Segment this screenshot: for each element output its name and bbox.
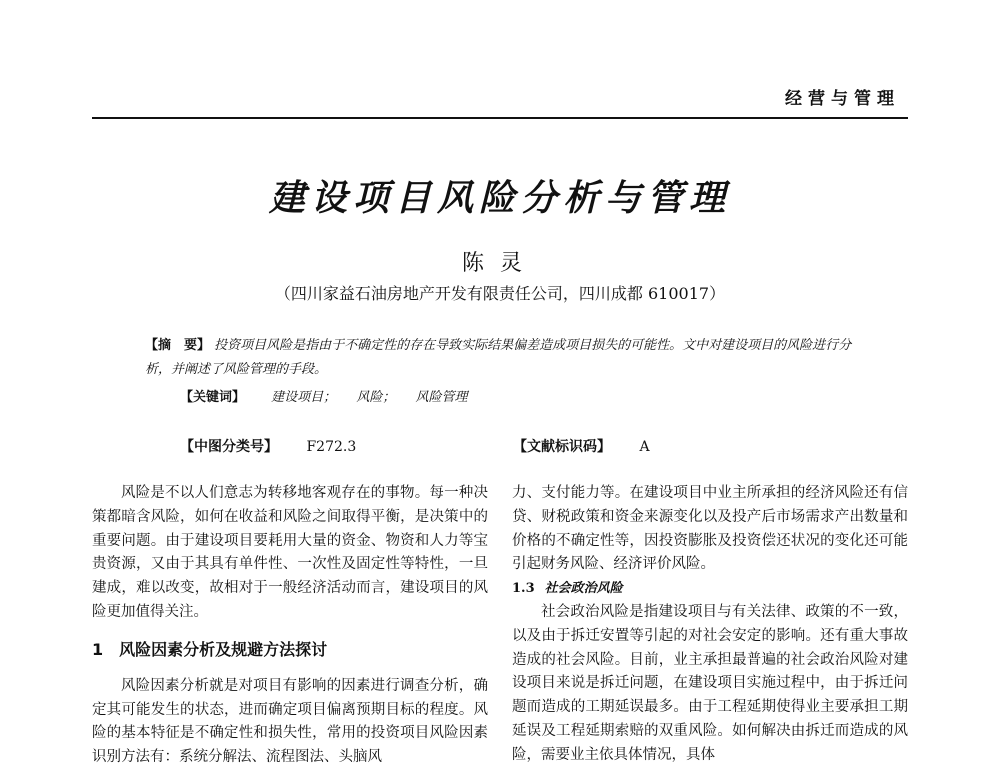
author-affiliation: （四川家益石油房地产开发有限责任公司，四川成都 610017） — [274, 284, 726, 303]
classification-label: 【中图分类号】 — [180, 439, 278, 455]
keyword: 建设项目； — [271, 390, 337, 405]
document-code-label: 【文献标识码】 — [513, 439, 611, 455]
journal-section-header: 经营与管理 — [785, 89, 900, 109]
document-code-value: A — [639, 439, 650, 455]
paragraph: 社会政治风险是指建设项目与有关法律、政策的不一致，以及由于拆迁安置等引起的对社会安定的影响。还有重大事故造成的社会风险。目前，业主承担最普遍的社会政治风险对建设项目来说是拆迁问题，在建设项目实施过程中，由于拆迁问题而造成的工期延误最多。由于工程延期使得业主要承担工期延误及工程延期索赔的双重风险。如何解决由拆迁而造成的风险，需要业主依具体情况，具体 — [512, 603, 908, 763]
classification-value: F272.3 — [306, 439, 357, 455]
author-name: 陈灵 — [461, 251, 538, 276]
body-column-left — [92, 482, 488, 770]
article-title: 建设项目风险分析与管理 — [268, 177, 731, 219]
paragraph: 风险是不以人们意志为转移地客观存在的事物。每一种决策都暗含风险，如何在收益和风险之间取得平衡，是决策中的重要问题。由于建设项目要耗用大量的资金、物资和人力等宝贵资源，又由于其具有单件性、一次性及固定性等特性，一旦建成，难以改变，故相对于一般经济活动而言，建设项目的风险更加值得关注。 — [92, 485, 488, 620]
header-rule — [92, 117, 908, 119]
abstract — [145, 334, 860, 382]
keyword: 风险管理 — [415, 390, 468, 405]
section-number: 1 — [92, 639, 104, 659]
paragraph: 风险因素分析就是对项目有影响的因素进行调查分析，确定其可能发生的状态，进而确定项目偏离预期目标的程度。风险的基本特征是不确定性和损失性，常用的投资项目风险因素识别方法有：系统分解法、流程图法、头脑风 — [92, 677, 488, 766]
abstract-text: 投资项目风险是指由于不确定性的存在导致实际结果偏差造成项目损失的可能性。文中对建设项目的风险进行分析，并阐述了风险管理的手段。 — [145, 338, 852, 377]
keywords-label: 【关键词】 — [180, 390, 246, 405]
section-title: 风险因素分析及规避方法探讨 — [119, 639, 328, 659]
subsection-number: 1.3 — [512, 581, 535, 597]
document-code — [513, 436, 650, 456]
subsection-heading — [512, 577, 908, 601]
keyword: 风险； — [356, 390, 396, 405]
section-heading — [92, 639, 488, 661]
classification-number — [180, 436, 356, 456]
subsection-title: 社会政治风险 — [544, 581, 623, 597]
abstract-label: 【摘 要】 — [145, 338, 211, 353]
body-column-right — [512, 482, 908, 768]
paragraph: 力、支付能力等。在建设项目中业主所承担的经济风险还有信贷、财税政策和资金来源变化以及投产后市场需求产出数量和价格的不确定性等，因投资膨胀及投资偿还状况的变化还可能引起财务风险、经济评价风险。 — [512, 485, 908, 573]
keywords — [180, 386, 860, 405]
